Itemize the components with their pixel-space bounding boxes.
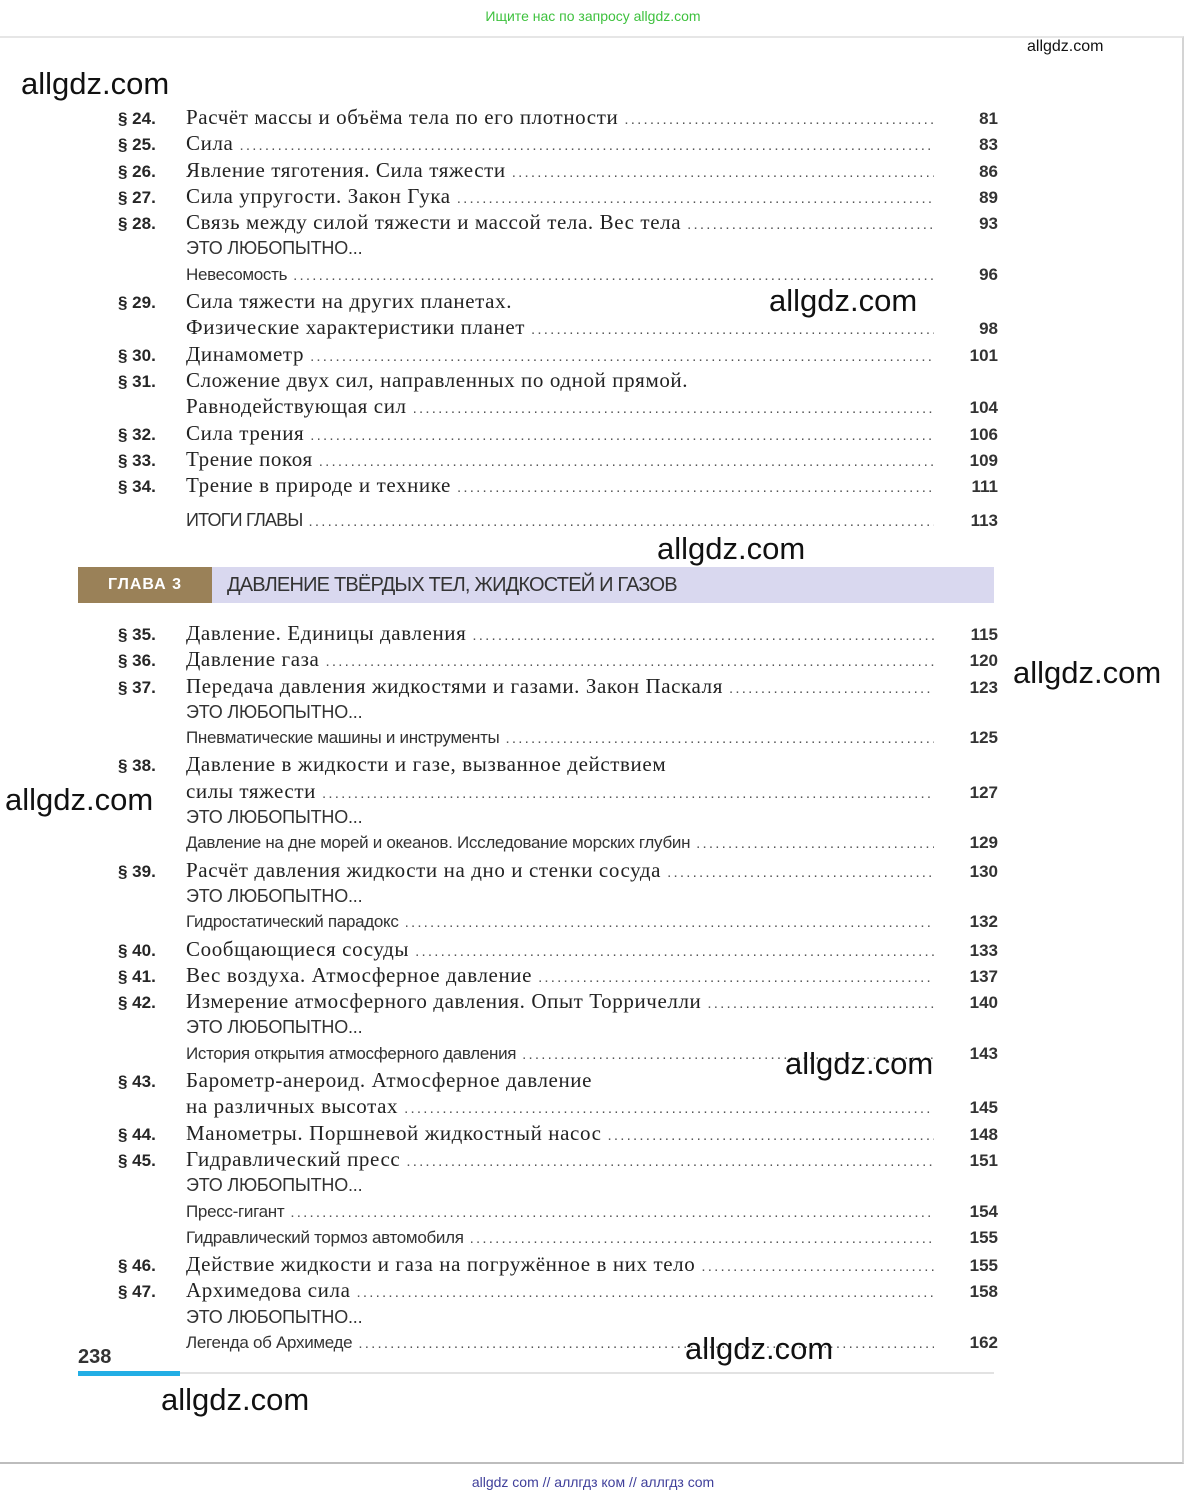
page-ref: 158 bbox=[969, 1282, 998, 1302]
section-number: § 43. bbox=[118, 1072, 156, 1092]
section-number: § 44. bbox=[118, 1124, 156, 1144]
page-ref: 127 bbox=[969, 782, 998, 802]
toc-title: История открытия атмосферного давления bbox=[186, 1043, 517, 1063]
toc-title: Расчёт массы и объёма тела по его плотности bbox=[186, 105, 619, 129]
footer-divider bbox=[78, 1372, 994, 1374]
curious-label: ЭТО ЛЮБОПЫТНО... bbox=[186, 1017, 363, 1038]
watermark: allgdz.com bbox=[1027, 38, 1104, 55]
toc-title: на различных высотах bbox=[186, 1094, 399, 1119]
page-number: 238 bbox=[78, 1346, 112, 1368]
page-ref: 130 bbox=[969, 861, 998, 881]
page-ref: 104 bbox=[969, 398, 998, 418]
dot-leader bbox=[309, 509, 934, 535]
toc-entry[interactable] bbox=[118, 988, 998, 1014]
watermark: allgdz.com bbox=[1013, 655, 1162, 690]
watermark: allgdz.com bbox=[657, 531, 806, 566]
toc-subentry[interactable] bbox=[118, 830, 998, 856]
section-number: § 38. bbox=[118, 756, 156, 776]
page-ref: 106 bbox=[969, 424, 998, 444]
toc-entry[interactable] bbox=[118, 341, 998, 367]
toc-entry[interactable] bbox=[118, 1093, 998, 1119]
page-ref: 101 bbox=[969, 345, 998, 365]
toc-title: Невесомость bbox=[186, 264, 288, 284]
section-number: § 34. bbox=[118, 477, 156, 497]
bottom-link-banner[interactable]: allgdz com // аллгдз ком // аллгдз com bbox=[471, 1474, 715, 1490]
page-ref: 81 bbox=[979, 109, 998, 128]
curious-label: ЭТО ЛЮБОПЫТНО... bbox=[186, 1306, 363, 1327]
curious-label-row bbox=[118, 1304, 998, 1330]
toc-title: Гидростатический парадокс bbox=[186, 912, 399, 932]
page-ref: 120 bbox=[969, 651, 998, 671]
toc-title: Манометры. Поршневой жидкостный насос bbox=[186, 1120, 602, 1145]
chapter-label: ГЛАВА 3 bbox=[78, 567, 212, 603]
chapter-title: ДАВЛЕНИЕ ТВЁРДЫХ ТЕЛ, ЖИДКОСТЕЙ И ГАЗОВ bbox=[227, 573, 677, 596]
curious-label-row bbox=[118, 804, 998, 830]
toc-title: Сила упругости. Закон Гука bbox=[186, 183, 451, 208]
toc-title: Гидравлический тормоз автомобиля bbox=[186, 1227, 464, 1247]
footer-accent-bar bbox=[78, 1371, 180, 1376]
dot-leader bbox=[470, 1226, 934, 1252]
toc-title: Сообщающиеся сосуды bbox=[186, 936, 410, 961]
toc-title: Давление в жидкости и газе, вызванное действием bbox=[186, 752, 667, 777]
section-number: § 37. bbox=[118, 677, 156, 697]
toc-subentry[interactable] bbox=[118, 909, 998, 935]
dot-leader bbox=[707, 991, 934, 1017]
page-ref: 125 bbox=[969, 728, 998, 748]
curious-label-row bbox=[118, 699, 998, 725]
dot-leader bbox=[687, 212, 934, 238]
dot-leader bbox=[505, 726, 934, 752]
chapter-summary-row[interactable] bbox=[118, 507, 998, 533]
section-number: § 29. bbox=[118, 293, 156, 313]
toc-entry[interactable] bbox=[118, 673, 998, 699]
toc-subentry[interactable] bbox=[118, 1199, 998, 1225]
toc-title: Пресс-гигант bbox=[186, 1201, 285, 1221]
toc-entry[interactable] bbox=[118, 209, 998, 235]
curious-label-row bbox=[118, 1172, 998, 1198]
page-ref: 151 bbox=[969, 1150, 998, 1170]
toc-title: Давление. Единицы давления bbox=[186, 621, 467, 645]
section-number: § 24. bbox=[118, 109, 156, 128]
top-search-banner[interactable]: Ищите нас по запросу allgdz.com bbox=[485, 8, 701, 24]
chapter-summary-title: ИТОГИ ГЛАВЫ bbox=[186, 510, 303, 530]
dot-leader bbox=[406, 1149, 934, 1175]
section-number: § 47. bbox=[118, 1282, 156, 1302]
toc-entry[interactable] bbox=[118, 962, 998, 988]
toc-title: Явление тяготения. Сила тяжести bbox=[186, 157, 506, 182]
watermark: allgdz.com bbox=[769, 283, 918, 318]
toc-title: Пневматические машины и инструменты bbox=[186, 728, 500, 748]
page-ref: 133 bbox=[969, 940, 998, 960]
curious-label: ЭТО ЛЮБОПЫТНО... bbox=[186, 1175, 363, 1196]
section-number: § 42. bbox=[118, 993, 156, 1013]
dot-leader bbox=[531, 317, 934, 343]
toc-title: силы тяжести bbox=[186, 778, 316, 803]
toc-entry[interactable] bbox=[118, 420, 998, 446]
toc-title: Связь между силой тяжести и массой тела. Вес тела bbox=[186, 210, 682, 235]
toc-title: Трение в природе и технике bbox=[186, 473, 451, 498]
toc-title: Легенда об Архимеде bbox=[186, 1333, 353, 1353]
page-ref: 137 bbox=[969, 966, 998, 986]
dot-leader bbox=[322, 781, 934, 807]
curious-label: ЭТО ЛЮБОПЫТНО... bbox=[186, 701, 363, 722]
watermark: allgdz.com bbox=[785, 1046, 934, 1081]
toc-entry[interactable] bbox=[118, 1120, 998, 1146]
page-ref: 162 bbox=[969, 1333, 998, 1353]
dot-leader bbox=[290, 1200, 934, 1226]
toc-title: Действие жидкости и газа на погружённое в них тело bbox=[186, 1252, 696, 1277]
toc-title: Давление газа bbox=[186, 647, 320, 672]
page-ref: 83 bbox=[979, 135, 998, 155]
toc-entry[interactable] bbox=[118, 472, 998, 498]
toc-entry[interactable] bbox=[118, 367, 998, 393]
toc-title: Сила bbox=[186, 131, 234, 156]
section-number: § 30. bbox=[118, 345, 156, 365]
section-number: § 40. bbox=[118, 940, 156, 960]
toc-title: Сила трения bbox=[186, 420, 305, 445]
dot-leader bbox=[624, 107, 934, 133]
toc-title: Трение покоя bbox=[186, 446, 313, 471]
toc-entry[interactable] bbox=[118, 751, 998, 777]
section-number: § 36. bbox=[118, 651, 156, 671]
curious-label: ЭТО ЛЮБОПЫТНО... bbox=[186, 238, 363, 259]
toc-entry[interactable] bbox=[118, 130, 998, 156]
toc-entry[interactable] bbox=[118, 104, 998, 130]
section-number: § 33. bbox=[118, 450, 156, 470]
dot-leader bbox=[457, 475, 934, 501]
toc-subentry[interactable] bbox=[118, 1225, 998, 1251]
page-ref: 109 bbox=[969, 450, 998, 470]
toc-title: Давление на дне морей и океанов. Исследование морских глубин bbox=[186, 833, 691, 853]
section-number: § 27. bbox=[118, 187, 156, 207]
toc-entry[interactable] bbox=[118, 857, 998, 883]
toc-subentry[interactable] bbox=[118, 1330, 998, 1356]
page-ref: 154 bbox=[969, 1201, 998, 1221]
chapter-header-bar bbox=[78, 567, 994, 603]
section-number: § 45. bbox=[118, 1150, 156, 1170]
toc-title: Динамометр bbox=[186, 341, 305, 366]
dot-leader bbox=[667, 860, 934, 886]
dot-leader bbox=[310, 423, 934, 449]
dot-leader bbox=[701, 1254, 934, 1280]
section-number: § 31. bbox=[118, 371, 156, 391]
toc-section-chapter-3 bbox=[118, 620, 998, 1356]
watermark: allgdz.com bbox=[161, 1382, 310, 1417]
toc-title: Расчёт давления жидкости на дно и стенки сосуда bbox=[186, 857, 662, 882]
section-number: § 35. bbox=[118, 625, 156, 644]
page-ref: 155 bbox=[969, 1256, 998, 1276]
page-ref: 145 bbox=[969, 1098, 998, 1118]
section-number: § 39. bbox=[118, 861, 156, 881]
toc-title: Передача давления жидкостями и газами. Закон Паскаля bbox=[186, 673, 723, 698]
chapter-summary-page: 113 bbox=[970, 511, 998, 530]
toc-title: Барометр-анероид. Атмосферное давление bbox=[186, 1068, 593, 1093]
page-ref: 140 bbox=[969, 993, 998, 1013]
toc-entry[interactable] bbox=[118, 620, 998, 646]
section-number: § 41. bbox=[118, 966, 156, 986]
page-ref: 93 bbox=[979, 214, 998, 234]
toc-title: Измерение атмосферного давления. Опыт Торричелли bbox=[186, 989, 702, 1014]
toc-entry[interactable] bbox=[118, 183, 998, 209]
curious-label-row bbox=[118, 1014, 998, 1040]
dot-leader bbox=[357, 1280, 935, 1306]
toc-title: Равнодействующая сил bbox=[186, 394, 407, 419]
toc-title: Вес воздуха. Атмосферное давление bbox=[186, 962, 533, 987]
page-ref: 86 bbox=[979, 161, 998, 181]
dot-leader bbox=[729, 676, 934, 702]
curious-label: ЭТО ЛЮБОПЫТНО... bbox=[186, 885, 363, 906]
section-number: § 28. bbox=[118, 214, 156, 234]
toc-entry[interactable] bbox=[118, 1251, 998, 1277]
page-ref: 143 bbox=[969, 1043, 998, 1063]
page-ref: 155 bbox=[969, 1227, 998, 1247]
toc-entry[interactable] bbox=[118, 646, 998, 672]
toc-title: Сложение двух сил, направленных по одной прямой. bbox=[186, 367, 689, 392]
watermark: allgdz.com bbox=[5, 782, 154, 817]
toc-entry[interactable] bbox=[118, 778, 998, 804]
page-ref: 148 bbox=[969, 1124, 998, 1144]
section-number: § 46. bbox=[118, 1256, 156, 1276]
toc-entry[interactable] bbox=[118, 1277, 998, 1303]
section-number: § 26. bbox=[118, 161, 156, 181]
page-ref: 98 bbox=[979, 319, 998, 339]
section-number: § 25. bbox=[118, 135, 156, 155]
toc-title: Гидравлический пресс bbox=[186, 1146, 401, 1171]
page-ref: 132 bbox=[969, 912, 998, 932]
curious-label-row bbox=[118, 883, 998, 909]
watermark: allgdz.com bbox=[21, 66, 170, 101]
toc-entry[interactable] bbox=[118, 393, 998, 419]
toc-subentry[interactable] bbox=[118, 725, 998, 751]
toc-entry[interactable] bbox=[118, 446, 998, 472]
dot-leader bbox=[696, 831, 934, 857]
watermark: allgdz.com bbox=[685, 1331, 834, 1366]
dot-leader bbox=[413, 396, 934, 422]
toc-title: Архимедова сила bbox=[186, 1278, 351, 1303]
section-number: § 32. bbox=[118, 424, 156, 444]
toc-entry[interactable] bbox=[118, 936, 998, 962]
toc-title: Сила тяжести на других планетах. bbox=[186, 289, 513, 314]
dot-leader bbox=[405, 910, 934, 936]
curious-label: ЭТО ЛЮБОПЫТНО... bbox=[186, 807, 363, 828]
toc-entry[interactable] bbox=[118, 157, 998, 183]
page-ref: 123 bbox=[969, 677, 998, 697]
toc-title: Физические характеристики планет bbox=[186, 315, 526, 340]
page-ref: 89 bbox=[979, 187, 998, 207]
dot-leader bbox=[358, 1331, 934, 1357]
curious-label-row bbox=[118, 235, 998, 261]
toc-entry[interactable] bbox=[118, 1146, 998, 1172]
dot-leader bbox=[512, 160, 934, 186]
page-ref: 111 bbox=[971, 477, 998, 497]
page-ref: 96 bbox=[979, 264, 998, 284]
dot-leader bbox=[472, 623, 934, 649]
page-ref: 129 bbox=[969, 833, 998, 853]
dot-leader bbox=[608, 1123, 935, 1149]
page-ref: 115 bbox=[970, 625, 998, 644]
